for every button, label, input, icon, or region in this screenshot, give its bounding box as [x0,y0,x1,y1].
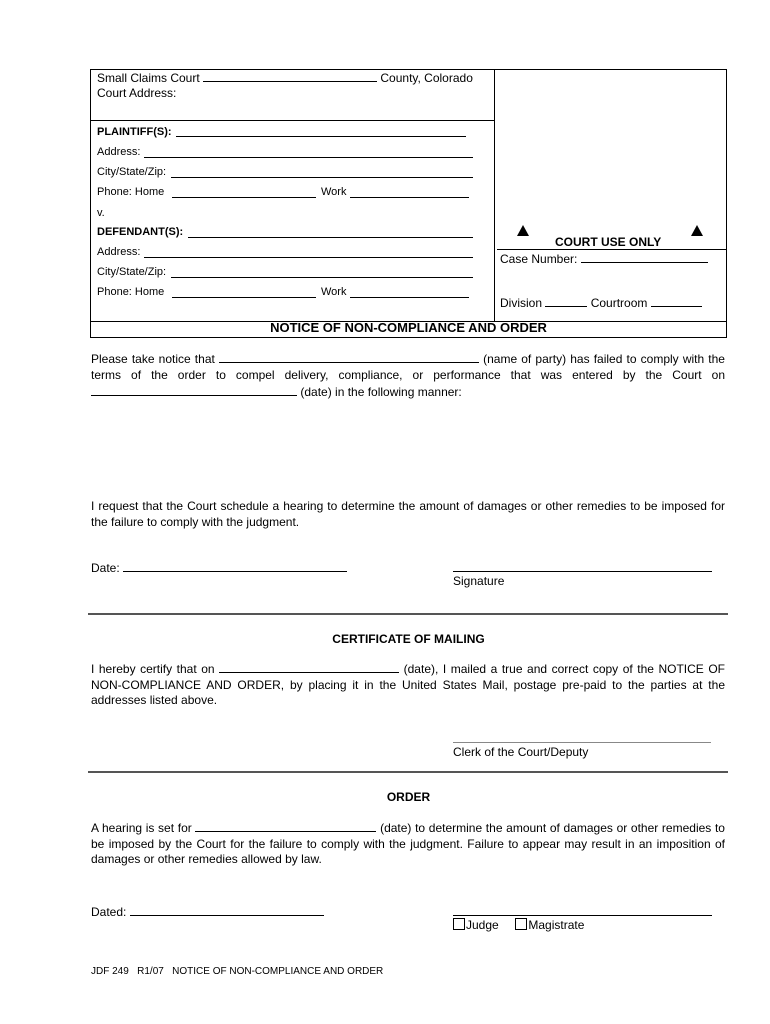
division-field[interactable] [545,306,587,307]
certificate-text-a: I hereby certify that on [91,662,215,676]
case-number-field[interactable] [581,262,708,263]
plaintiff-city-label: City/State/Zip: [97,166,167,178]
request-paragraph: I request that the Court schedule a hearing to determine the amount of damages or other remedies to be imposed for the failure to comply with the judgment. [91,499,725,529]
certificate-heading: CERTIFICATE OF MAILING [332,632,485,646]
date-field[interactable] [123,559,347,572]
plaintiff-city-field[interactable] [171,166,473,178]
order-date-field[interactable] [91,383,297,396]
judge-magistrate-row [453,918,584,932]
clerk-signature-line[interactable] [453,742,711,743]
county-field[interactable] [203,81,377,82]
courtroom-label: Courtroom [590,296,648,310]
dated-label: Dated: [91,905,127,919]
defendant-phone-home-field[interactable] [172,286,316,298]
signature-line[interactable] [453,571,712,572]
dated-field[interactable] [130,903,324,916]
notice-text-b: (name of party) has failed to comply with the terms of the order to compel delivery, compliance, or performance that was entered by the Court on [91,352,725,382]
judge-signature-line[interactable] [453,915,712,916]
party-name-field[interactable] [219,350,479,363]
order-text-a: A hearing is set for [91,821,192,835]
section-divider [88,613,728,615]
up-triangle-icon [691,225,703,236]
certificate-paragraph [91,660,725,709]
certificate-text-b: (date), I mailed a true and correct copy of the NOTICE OF NON-COMPLIANCE AND ORDER, by placing it in the United States Mail, postage pre-paid to the parties at the addresses listed above. [91,662,725,707]
plaintiff-field[interactable] [176,125,466,137]
court-address-label: Court Address: [97,86,177,100]
versus-label: v. [97,207,105,219]
court-use-divider [497,249,727,250]
defendant-address-label: Address: [97,246,141,258]
notice-text-a: Please take notice that [91,352,215,366]
division-courtroom-row [500,296,702,310]
defendant-city-field[interactable] [171,266,473,278]
form-footer: JDF 249 R1/07 NOTICE OF NON-COMPLIANCE AND ORDER [91,966,384,977]
document-title: NOTICE OF NON-COMPLIANCE AND ORDER [270,320,547,335]
notice-text-c: (date) in the following manner: [300,385,462,399]
plaintiff-label: PLAINTIFF(S): [97,126,172,138]
mailing-date-field[interactable] [219,660,399,673]
clerk-label: Clerk of the Court/Deputy [453,745,589,759]
defendant-address-field[interactable] [144,246,473,258]
date-row [91,559,347,575]
up-triangle-icon [517,225,529,236]
judge-label: Judge [466,918,499,932]
county-label: County, Colorado [380,71,473,85]
courtroom-field[interactable] [651,306,702,307]
magistrate-checkbox[interactable] [515,918,527,930]
caption-vertical-divider [494,70,495,321]
signature-label: Signature [453,574,505,588]
dated-row [91,903,324,919]
section-divider [88,771,728,773]
plaintiff-phone-home-label: Phone: Home [97,186,165,198]
order-text-b: (date) to determine the amount of damages or other remedies to be imposed by the Court for the failure to comply with the judgment. Failure to appear may result in an imposition of damages or other remedies allowed by law. [91,821,725,866]
date-label: Date: [91,561,120,575]
court-address-divider [91,120,494,121]
defendant-work-label: Work [321,286,347,298]
case-number-label: Case Number: [500,252,578,266]
court-prefix: Small Claims Court [97,71,200,85]
defendant-label: DEFENDANT(S): [97,226,184,238]
plaintiff-work-label: Work [321,186,347,198]
plaintiff-address-label: Address: [97,146,141,158]
case-number-row [500,252,708,266]
defendant-city-label: City/State/Zip: [97,266,167,278]
notice-paragraph [91,350,725,401]
plaintiff-address-field[interactable] [144,146,473,158]
judge-checkbox[interactable] [453,918,465,930]
division-label: Division [500,296,543,310]
hearing-date-field[interactable] [195,819,376,832]
defendant-phone-home-label: Phone: Home [97,286,165,298]
defendant-work-field[interactable] [350,286,469,298]
court-use-only-label: COURT USE ONLY [555,235,662,249]
magistrate-label: Magistrate [528,918,585,932]
defendant-field[interactable] [188,226,473,238]
court-line [97,71,473,85]
plaintiff-phone-home-field[interactable] [172,186,316,198]
order-paragraph [91,819,725,868]
order-heading: ORDER [386,790,431,804]
plaintiff-work-field[interactable] [350,186,469,198]
